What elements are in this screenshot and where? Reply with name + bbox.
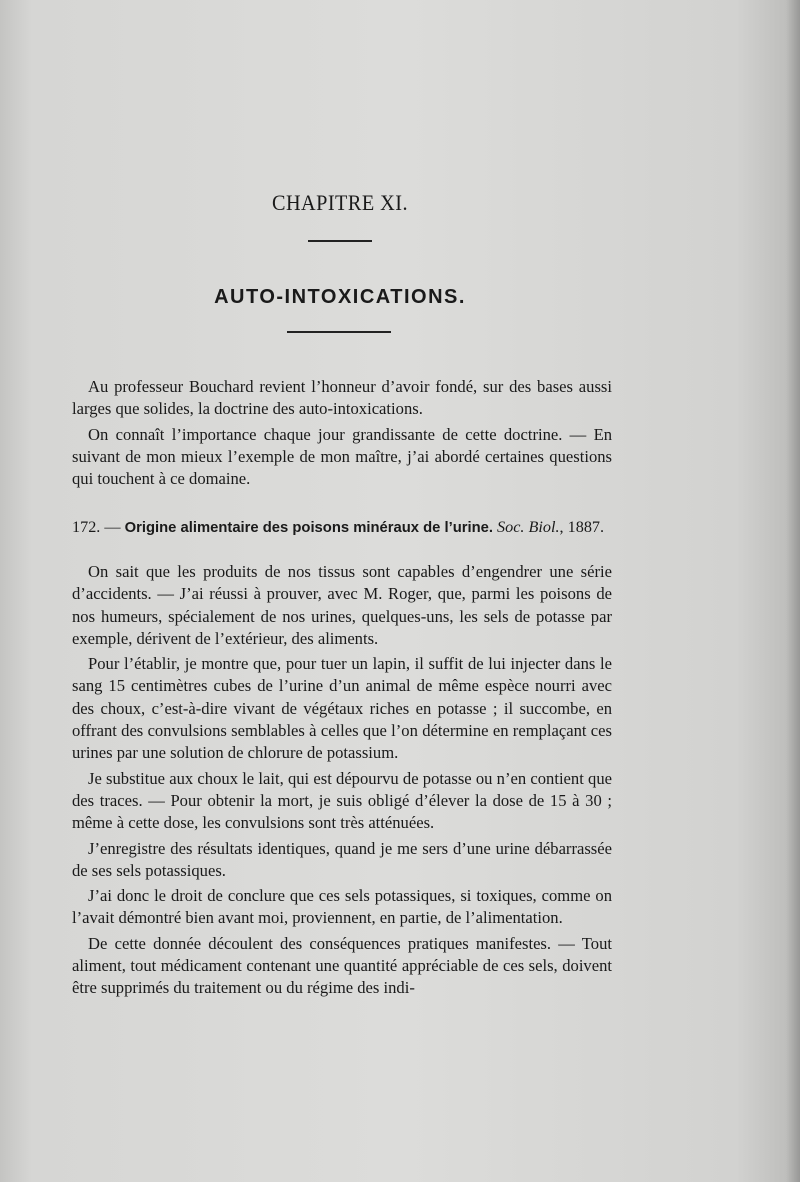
entry-number: 172. — [72, 518, 121, 536]
paragraph: J’enregistre des résultats identiques, quand je me sers d’une urine débarrassée de ses sels potassiques. [72, 838, 612, 880]
paragraph: J’ai donc le droit de conclure que ces sels potassiques, si toxiques, comme on l’avait démontré bien avant moi, proviennent, en partie, de l’alimentation. [72, 886, 612, 928]
divider-rule [308, 240, 372, 242]
paragraph: Pour l’établir, je montre que, pour tuer un lapin, il suffit de lui injecter dans le sang 15 centimètres cubes de l’urine d’un animal de même espèce nourri avec des choux, c’est-à-dire vivant de végétaux riches en potasse ; il succombe, en offrant des convulsions semblables à celles que l’on détermine en remplaçant ces urines par une solution de chlorure de potassium. [72, 654, 612, 763]
paragraph: On sait que les produits de nos tissus sont capables d’engendrer une série d’accidents. — J’ai réussi à prouver, avec M. Roger, que, parmi les poisons de nos humeurs, spécialement de nos urines, quelques-uns, les sels de potasse par exemple, dérivent de l’extérieur, des aliments. [72, 562, 612, 648]
paragraph: Je substitue aux choux le lait, qui est dépourvu de potasse ou n’en contient que des traces. — Pour obtenir la mort, je suis obligé d’élever la dose de 15 à 30 ; même à cette dose, les convulsions sont très atténuées. [72, 768, 612, 833]
paragraph: De cette donnée découlent des conséquences pratiques manifestes. — Tout aliment, tout médicament contenant une quantité appréciable de ces sels, doivent être supprimés du traitement ou du régime des indi- [72, 933, 612, 998]
page-edge-shadow [786, 0, 800, 1182]
section-title: AUTO-INTOXICATIONS. [214, 286, 466, 308]
entry-title: Origine alimentaire des poisons minéraux de l’urine. [124, 520, 493, 536]
entry-body [72, 561, 612, 1003]
chapter-title: CHAPITRE XI. [272, 190, 408, 215]
paragraph: On connaît l’importance chaque jour grandissante de cette doctrine. — En suivant de mon mieux l’exemple de mon maître, j’ai abordé certaines questions qui touchent à ce domaine. [72, 424, 612, 489]
intro-text [72, 376, 612, 493]
divider-rule [287, 331, 391, 333]
paragraph: Au professeur Bouchard revient l’honneur d’avoir fondé, sur des bases aussi larges que solides, la doctrine des auto-intoxications. [72, 377, 612, 419]
entry-source: Soc. Biol. [497, 518, 560, 536]
entry-heading [72, 516, 617, 539]
entry-year: , 1887. [559, 518, 605, 536]
